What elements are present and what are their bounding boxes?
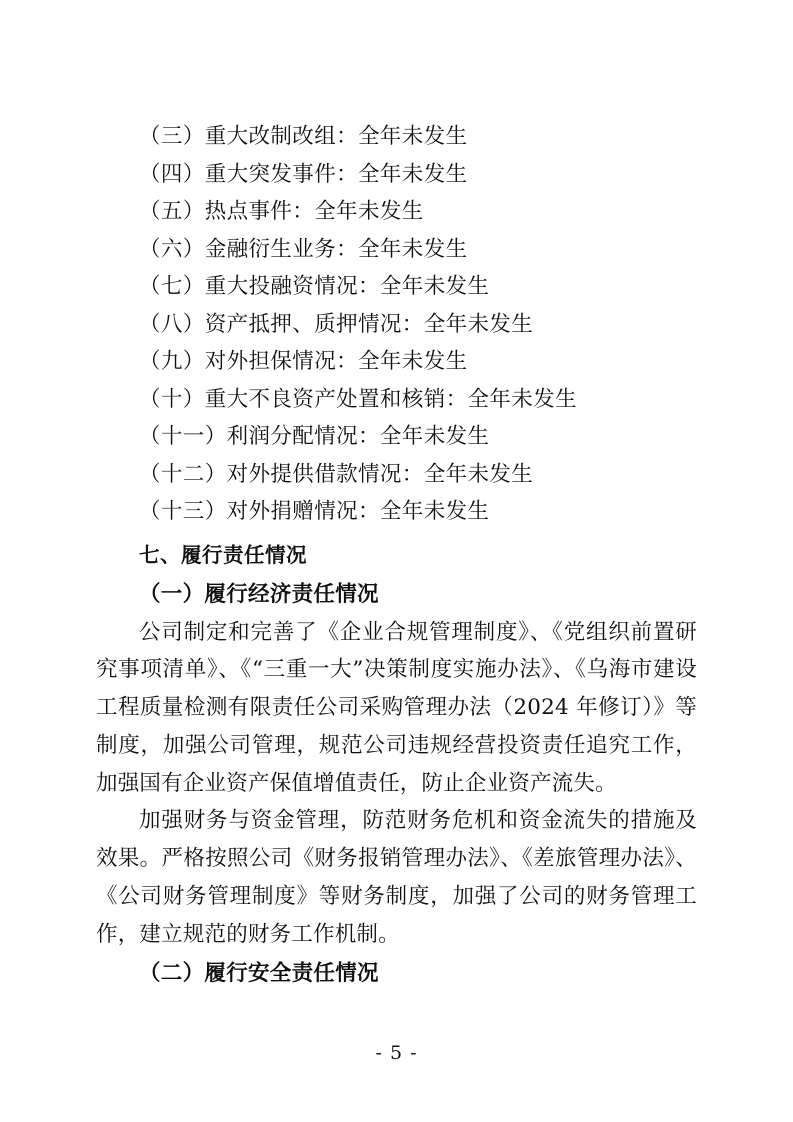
paragraph-1: 公司制定和完善了《企业合规管理制度》、《党组织前置研究事项清单》、《“三重一大”决策制度实施办法》、《乌海市建设工程质量检测有限责任公司采购管理办法（2024 年修订）》等制度，加强公司管理，规范公司违规经营投资责任追究工作，加强国有企业资产保值增值责任，防止企业资产流失。 [96,619,697,796]
section-heading: 七、履行责任情况 [139,542,307,567]
list-item: （四）重大突发事件：全年未发生 [139,161,468,187]
document-body [96,118,697,993]
list-item: （三）重大改制改组：全年未发生 [139,124,468,149]
subsection-heading-2: （二）履行安全责任情况 [139,960,379,986]
list-item: （十二）对外提供借款情况：全年未发生 [139,461,534,487]
list-item: （十一）利润分配情况：全年未发生 [139,424,490,449]
page-number: - 5 - [375,1042,418,1064]
list-item: （十）重大不良资产处置和核销：全年未发生 [139,386,578,412]
list-item: （五）热点事件：全年未发生 [139,199,424,224]
paragraph-2: 加强财务与资金管理，防范财务危机和资金流失的措施及效果。严格按照公司《财务报销管理办法》、《差旅管理办法》、《公司财务管理制度》等财务制度，加强了公司的财务管理工作，建立规范的财务工作机制。 [96,808,697,947]
subsection-heading-1: （一）履行经济责任情况 [139,581,379,607]
list-item: （八）资产抵押、质押情况：全年未发生 [139,311,534,337]
list-item: （九）对外担保情况：全年未发生 [139,349,468,374]
list-item: （七）重大投融资情况：全年未发生 [139,274,490,299]
list-item: （六）金融衍生业务：全年未发生 [139,236,468,262]
list-item: （十三）对外捐赠情况：全年未发生 [139,499,490,524]
